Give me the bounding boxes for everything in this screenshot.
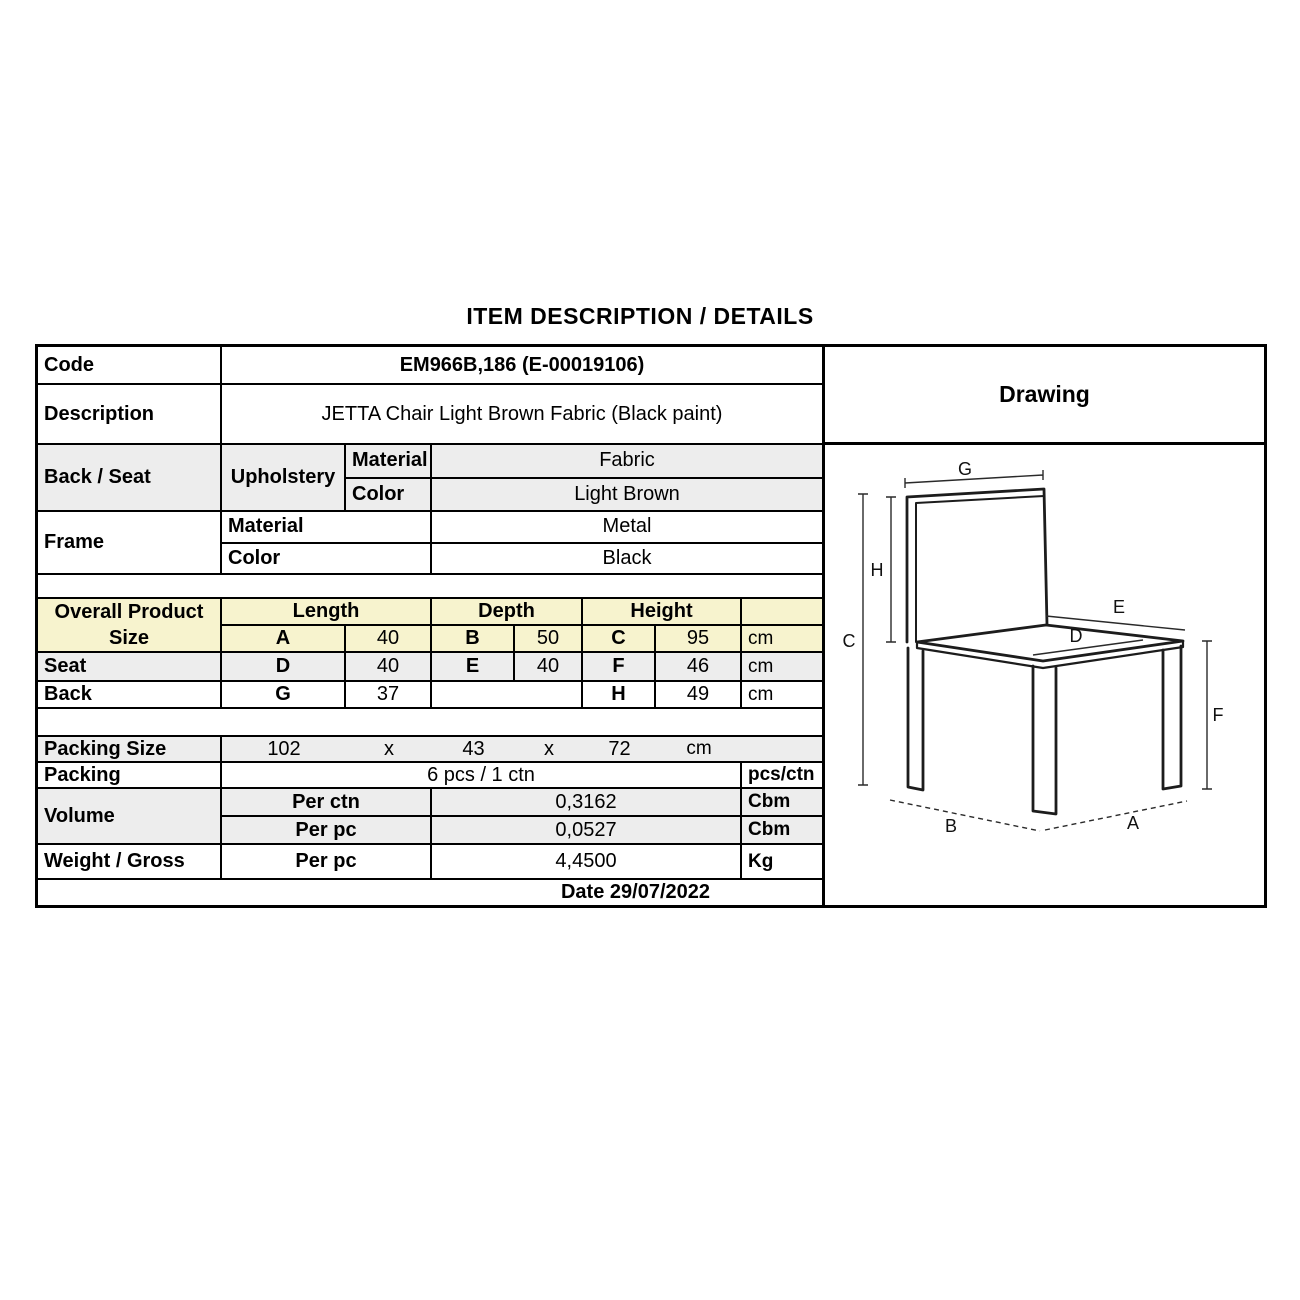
drawing-area [825,445,1264,905]
overall-size-row [222,626,822,651]
dim-value-d: 40 [346,653,432,680]
frame-material-row [222,512,822,544]
frame-color-row [222,544,822,574]
seat-size-row [38,653,822,682]
dim-key-e: E [432,653,515,680]
volume-per-pc-row [222,817,822,843]
drawing-panel [825,347,1264,905]
spacer-row [38,709,822,737]
spacer-row [38,575,822,599]
date-value: Date 29/07/2022 [560,881,710,903]
upholstery-color-label: Color [346,479,432,511]
size-header-grid [222,599,822,651]
dim-key-h: H [583,682,656,707]
frame-label: Frame [38,512,222,573]
seat-label: Seat [38,653,222,680]
back-depth-empty [432,682,583,707]
dim-value-b: 50 [515,626,583,651]
dim-key-g: G [222,682,346,707]
frame-material-value: Metal [602,515,652,538]
frame-details [222,512,822,573]
page-title: ITEM DESCRIPTION / DETAILS [466,303,814,329]
date-row [38,880,822,905]
frame-color-value: Black [602,546,652,569]
dim-key-d: D [222,653,346,680]
weight-unit: Kg [748,850,774,872]
dim-value-e: 40 [515,653,583,680]
size-header-empty [742,599,822,624]
dim-value-c: 95 [656,626,742,651]
dim-line-d [1033,640,1143,655]
chair-leg-front [1033,666,1056,814]
size-line: Size [108,627,150,649]
upholstery-color-row [346,479,822,511]
dim-label-a: A [1126,813,1140,833]
size-header-block [38,599,822,653]
dim-line-f [1202,641,1212,789]
code-value: EM966B,186 (E-00019106) [399,353,645,376]
dim-key-a: A [222,626,346,651]
upholstery-material-row [346,445,822,479]
dim-line-h [886,497,896,642]
chair-leg-left [908,648,923,790]
spec-panel [38,347,825,905]
length-header: Length [222,599,432,624]
upholstery-details [346,445,822,510]
dim-label-f: F [1212,705,1224,725]
packing-row [38,763,822,789]
volume-per-ctn-value: 0,3162 [432,789,742,815]
dim-label-c: C [842,631,856,651]
packing-size-label: Packing Size [38,737,222,761]
back-seat-block [38,445,822,512]
dim-line-b [890,800,1040,831]
packing-size-length: 102 [267,737,301,760]
overall-product-line: Overall Product [54,601,204,623]
upholstery-material-label: Material [346,445,432,477]
packing-size-height: 72 [608,737,631,760]
chair-outline [907,489,1183,814]
volume-label: Volume [38,789,222,843]
dim-key-c: C [583,626,656,651]
frame-material-label: Material [222,512,432,542]
volume-block [38,789,822,845]
dim-label-d: D [1069,626,1083,646]
volume-per-ctn-unit: Cbm [748,791,791,812]
weight-per-label: Per pc [222,845,432,878]
back-unit: cm [748,683,774,705]
overall-product-size-label [38,599,222,651]
packing-label: Packing [38,763,222,787]
size-column-headers [222,599,822,626]
chair-backrest-inner [916,496,1044,642]
weight-row [38,845,822,880]
code-label: Code [38,347,222,383]
chair-drawing [825,445,1264,905]
drawing-title: Drawing [825,347,1264,445]
dim-label-h: H [870,560,884,580]
dim-value-h: 49 [656,682,742,707]
description-value: JETTA Chair Light Brown Fabric (Black paint) [321,402,723,425]
dim-key-b: B [432,626,515,651]
seat-unit: cm [748,655,774,677]
volume-details [222,789,822,843]
dim-label-e: E [1112,597,1126,617]
dim-line-c [858,494,868,785]
dim-value-a: 40 [346,626,432,651]
chair-seat-edge [917,641,1183,668]
weight-label: Weight / Gross [38,845,222,878]
overall-unit: cm [748,627,774,649]
volume-per-pc-value: 0,0527 [432,817,742,843]
frame-block [38,512,822,575]
packing-size-row [38,737,822,763]
chair-seat-top [917,625,1183,661]
weight-value: 4,4500 [432,845,742,878]
packing-unit: pcs/ctn [748,764,815,785]
dim-value-g: 37 [346,682,432,707]
chair-backrest [907,489,1047,642]
upholstery-color-value: Light Brown [574,482,680,505]
upholstery-material-value: Fabric [599,449,655,472]
back-label: Back [38,682,222,707]
height-header: Height [583,599,742,624]
dim-label-g: G [957,459,973,479]
chair-leg-right [1163,646,1181,789]
frame-color-label: Color [222,544,432,574]
code-row [38,347,822,385]
packing-size-x2: x [544,737,554,760]
dim-line-g [905,470,1043,488]
packing-value: 6 pcs / 1 ctn [222,763,742,787]
dim-key-f: F [583,653,656,680]
description-label: Description [38,385,222,443]
dim-line-a [1045,801,1187,830]
depth-header: Depth [432,599,583,624]
packing-size-depth: 43 [462,737,485,760]
item-details-table [35,344,1267,908]
volume-per-ctn-row [222,789,822,817]
description-row [38,385,822,445]
dim-value-f: 46 [656,653,742,680]
back-size-row [38,682,822,709]
packing-size-x1: x [384,737,394,760]
volume-per-pc-label: Per pc [222,817,432,843]
back-seat-label: Back / Seat [38,445,222,510]
volume-per-ctn-label: Per ctn [222,789,432,815]
packing-size-unit: cm [686,738,712,759]
upholstery-label: Upholstery [222,445,346,510]
dim-label-b: B [944,816,958,836]
volume-per-pc-unit: Cbm [748,819,791,840]
